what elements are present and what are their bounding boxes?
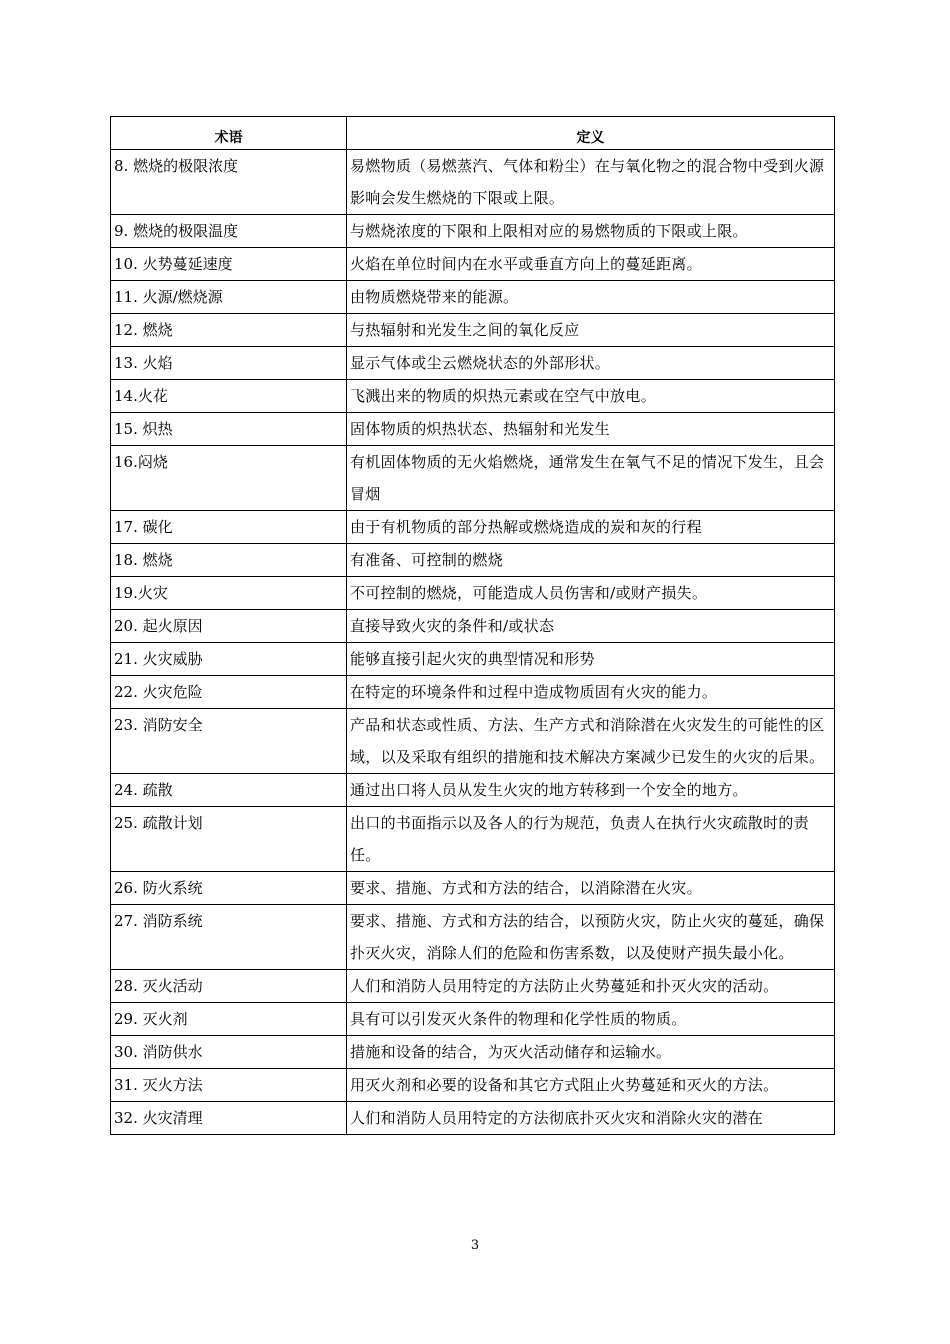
table-row: [111, 970, 835, 1003]
table-row: [111, 610, 835, 643]
term-cell: 32. 火灾清理: [111, 1102, 347, 1135]
term-cell: 11. 火源/燃烧源: [111, 281, 347, 314]
term-cell: 19.火灾: [111, 577, 347, 610]
table-row: [111, 544, 835, 577]
definition-cell: 火焰在单位时间内在水平或垂直方向上的蔓延距离。: [347, 248, 835, 281]
definition-cell: 产品和状态或性质、方法、生产方式和消除潜在火灾发生的可能性的区域，以及采取有组织的措施和技术解决方案减少已发生的火灾的后果。: [347, 709, 835, 774]
table-row: [111, 150, 835, 215]
definition-cell: 有准备、可控制的燃烧: [347, 544, 835, 577]
table-row: [111, 1036, 835, 1069]
term-cell: 21. 火灾威胁: [111, 643, 347, 676]
table-header-row: [111, 117, 835, 150]
page-number: 3: [470, 1238, 480, 1253]
term-cell: 29. 灭火剂: [111, 1003, 347, 1036]
table-row: [111, 248, 835, 281]
definition-cell: 与燃烧浓度的下限和上限相对应的易燃物质的下限或上限。: [347, 215, 835, 248]
table-row: [111, 380, 835, 413]
term-cell: 13. 火焰: [111, 347, 347, 380]
term-cell: 25. 疏散计划: [111, 807, 347, 872]
table-row: [111, 413, 835, 446]
table-row: [111, 446, 835, 511]
term-cell: 9. 燃烧的极限温度: [111, 215, 347, 248]
table-row: [111, 872, 835, 905]
table-row: [111, 709, 835, 774]
definition-cell: 通过出口将人员从发生火灾的地方转移到一个安全的地方。: [347, 774, 835, 807]
term-cell: 15. 炽热: [111, 413, 347, 446]
table-row: [111, 905, 835, 970]
term-cell: 8. 燃烧的极限浓度: [111, 150, 347, 215]
table-row: [111, 511, 835, 544]
table-row: [111, 215, 835, 248]
term-cell: 22. 火灾危险: [111, 676, 347, 709]
table-row: [111, 577, 835, 610]
table-row: [111, 1102, 835, 1135]
definition-cell: 不可控制的燃烧，可能造成人员伤害和/或财产损失。: [347, 577, 835, 610]
definition-cell: 由于有机物质的部分热解或燃烧造成的炭和灰的行程: [347, 511, 835, 544]
table-row: [111, 774, 835, 807]
definition-cell: 要求、措施、方式和方法的结合，以预防火灾，防止火灾的蔓延，确保扑灭火灾，消除人们的危险和伤害系数，以及使财产损失最小化。: [347, 905, 835, 970]
definition-cell: 飞溅出来的物质的炽热元素或在空气中放电。: [347, 380, 835, 413]
definition-cell: 用灭火剂和必要的设备和其它方式阻止火势蔓延和灭火的方法。: [347, 1069, 835, 1102]
table-row: [111, 347, 835, 380]
definition-cell: 人们和消防人员用特定的方法彻底扑灭火灾和消除火灾的潜在: [347, 1102, 835, 1135]
table-row: [111, 643, 835, 676]
table-row: [111, 314, 835, 347]
header-term: 术语: [111, 117, 347, 150]
term-cell: 12. 燃烧: [111, 314, 347, 347]
terms-table: [110, 116, 835, 1135]
table-row: [111, 1003, 835, 1036]
term-cell: 28. 灭火活动: [111, 970, 347, 1003]
definition-cell: 直接导致火灾的条件和/或状态: [347, 610, 835, 643]
table-row: [111, 676, 835, 709]
term-cell: 16.闷烧: [111, 446, 347, 511]
definition-cell: 出口的书面指示以及各人的行为规范，负责人在执行火灾疏散时的责任。: [347, 807, 835, 872]
definition-cell: 要求、措施、方式和方法的结合，以消除潜在火灾。: [347, 872, 835, 905]
table-body: [111, 150, 835, 1135]
term-cell: 31. 灭火方法: [111, 1069, 347, 1102]
definition-cell: 由物质燃烧带来的能源。: [347, 281, 835, 314]
term-cell: 27. 消防系统: [111, 905, 347, 970]
definition-cell: 人们和消防人员用特定的方法防止火势蔓延和扑灭火灾的活动。: [347, 970, 835, 1003]
term-cell: 14.火花: [111, 380, 347, 413]
table-row: [111, 807, 835, 872]
definition-cell: 易燃物质（易燃蒸汽、气体和粉尘）在与氧化物之的混合物中受到火源影响会发生燃烧的下限或上限。: [347, 150, 835, 215]
definition-cell: 固体物质的炽热状态、热辐射和光发生: [347, 413, 835, 446]
term-cell: 24. 疏散: [111, 774, 347, 807]
term-cell: 26. 防火系统: [111, 872, 347, 905]
term-cell: 10. 火势蔓延速度: [111, 248, 347, 281]
term-cell: 17. 碳化: [111, 511, 347, 544]
definition-cell: 具有可以引发灭火条件的物理和化学性质的物质。: [347, 1003, 835, 1036]
term-cell: 23. 消防安全: [111, 709, 347, 774]
definition-cell: 有机固体物质的无火焰燃烧，通常发生在氧气不足的情况下发生，且会冒烟: [347, 446, 835, 511]
definition-cell: 措施和设备的结合，为灭火活动储存和运输水。: [347, 1036, 835, 1069]
term-cell: 30. 消防供水: [111, 1036, 347, 1069]
term-cell: 18. 燃烧: [111, 544, 347, 577]
definition-cell: 在特定的环境条件和过程中造成物质固有火灾的能力。: [347, 676, 835, 709]
table-row: [111, 281, 835, 314]
definition-cell: 能够直接引起火灾的典型情况和形势: [347, 643, 835, 676]
definition-cell: 显示气体或尘云燃烧状态的外部形状。: [347, 347, 835, 380]
definition-cell: 与热辐射和光发生之间的氧化反应: [347, 314, 835, 347]
table-row: [111, 1069, 835, 1102]
header-definition: 定义: [347, 117, 835, 150]
term-cell: 20. 起火原因: [111, 610, 347, 643]
